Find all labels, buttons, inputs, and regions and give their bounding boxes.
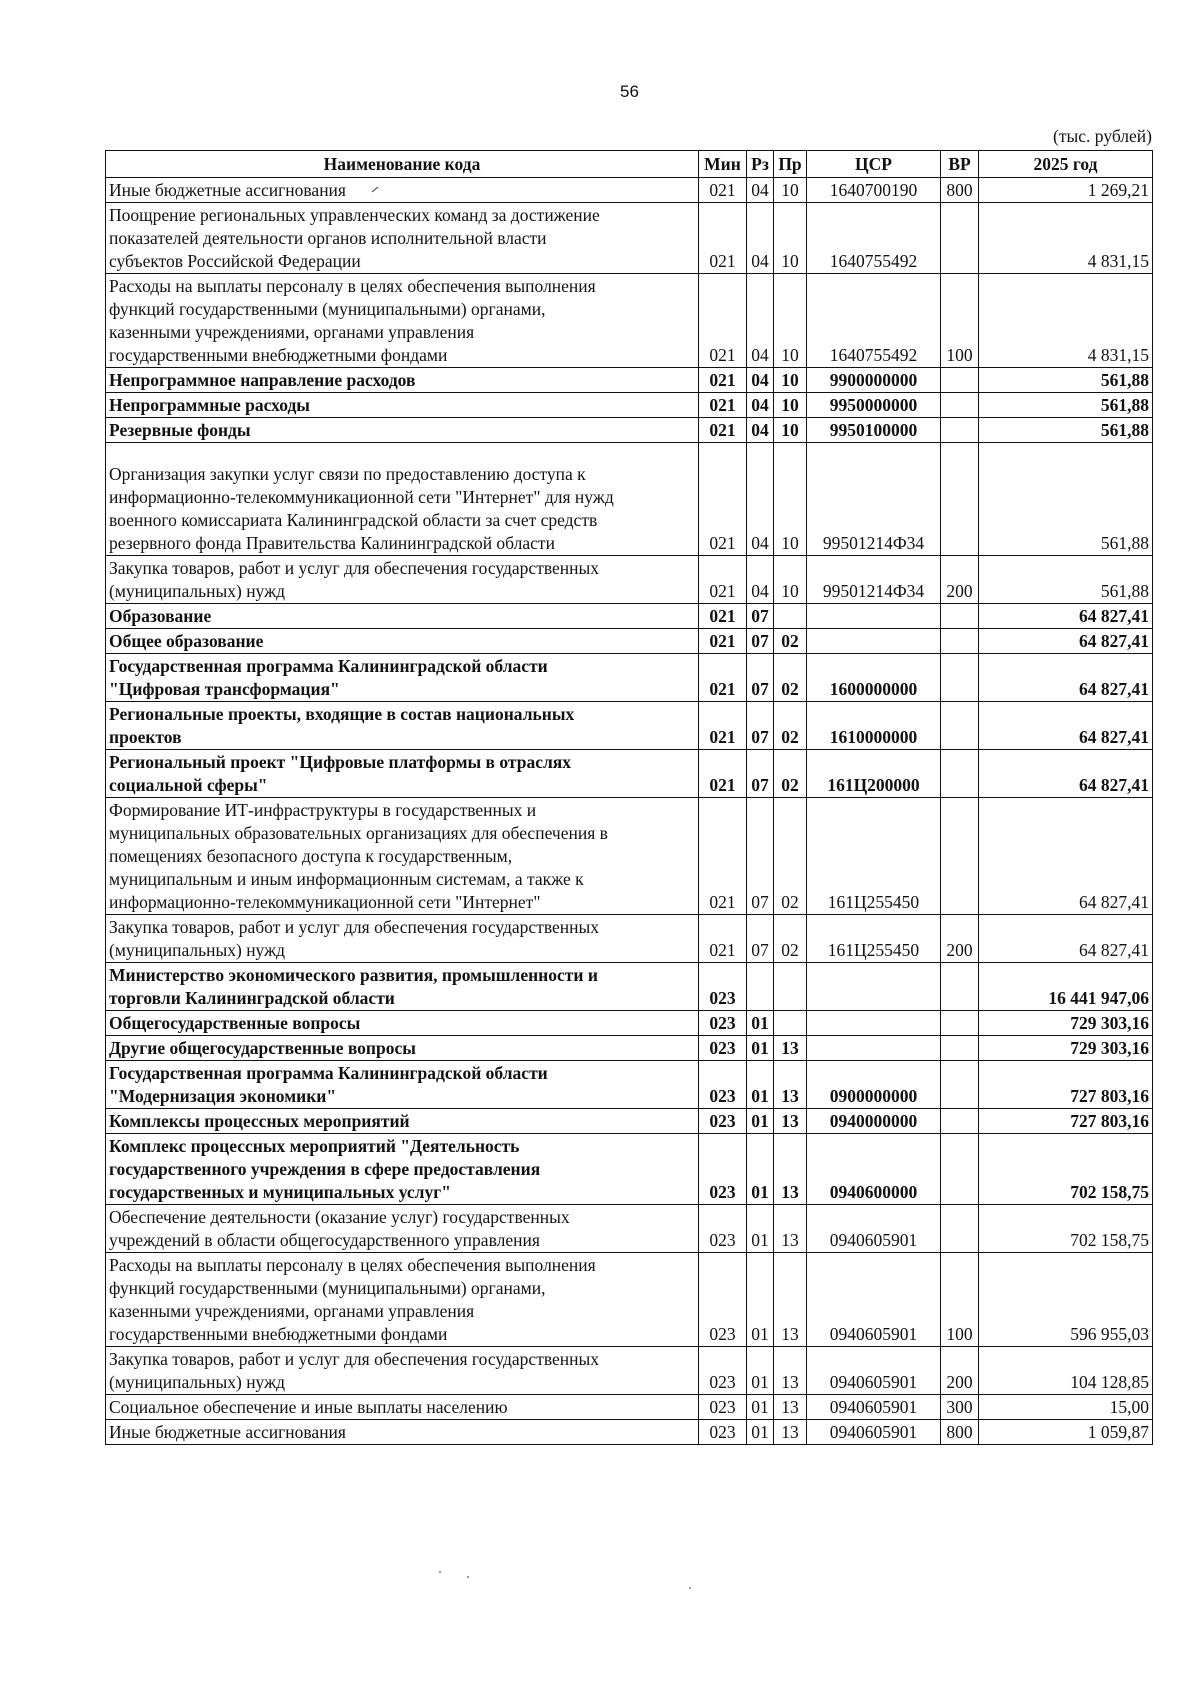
cell-pr: 10: [774, 203, 807, 274]
cell-rz: 04: [747, 178, 774, 203]
cell-vr: [941, 1011, 979, 1036]
cell-vr: [941, 1109, 979, 1134]
cell-min: 021: [699, 274, 747, 368]
cell-csr: 0940605901: [807, 1205, 941, 1253]
cell-rz: 04: [747, 203, 774, 274]
cell-rz: 01: [747, 1395, 774, 1420]
cell-vr: [941, 629, 979, 654]
cell-vr: [941, 654, 979, 702]
cell-amount: 561,88: [979, 443, 1153, 556]
cell-csr: 0940605901: [807, 1395, 941, 1420]
cell-name: Организация закупки услуг связи по предоставлению доступа к информационно-телекоммуникационной сети "Интернет" для нужд военного комиссариата Калининградской области за счет средств резервного фонда Правительства Калининградской области: [106, 443, 699, 556]
cell-csr: 9900000000: [807, 368, 941, 393]
cell-pr: 10: [774, 443, 807, 556]
cell-name: Поощрение региональных управленческих команд за достижение показателей деятельности органов исполнительной власти субъектов Российской Федерации: [106, 203, 699, 274]
cell-amount: 561,88: [979, 418, 1153, 443]
cell-csr: 1610000000: [807, 702, 941, 750]
cell-name: Образование: [106, 604, 699, 629]
cell-rz: 07: [747, 604, 774, 629]
cell-pr: 13: [774, 1253, 807, 1347]
cell-min: 021: [699, 702, 747, 750]
scan-dot: [689, 1587, 691, 1589]
cell-min: 021: [699, 629, 747, 654]
cell-rz: 01: [747, 1036, 774, 1061]
cell-pr: 13: [774, 1036, 807, 1061]
cell-csr: 0940600000: [807, 1134, 941, 1205]
cell-amount: 4 831,15: [979, 203, 1153, 274]
cell-rz: 01: [747, 1109, 774, 1134]
budget-table: [105, 150, 1153, 1445]
cell-rz: 07: [747, 654, 774, 702]
table-row: [106, 1061, 1153, 1109]
cell-amount: 1 059,87: [979, 1420, 1153, 1445]
cell-rz: 01: [747, 1420, 774, 1445]
cell-min: 021: [699, 604, 747, 629]
cell-pr: [774, 1011, 807, 1036]
col-header-rz: Рз: [747, 151, 774, 178]
cell-csr: 1640755492: [807, 203, 941, 274]
cell-rz: 04: [747, 368, 774, 393]
cell-name: Непрограммные расходы: [106, 393, 699, 418]
cell-amount: 64 827,41: [979, 654, 1153, 702]
cell-amount: 561,88: [979, 393, 1153, 418]
cell-amount: 727 803,16: [979, 1109, 1153, 1134]
cell-csr: 1600000000: [807, 654, 941, 702]
cell-name: Иные бюджетные ассигнования: [106, 1420, 699, 1445]
cell-min: 023: [699, 963, 747, 1011]
cell-csr: 161Ц255450: [807, 915, 941, 963]
table-row: [106, 203, 1153, 274]
table-row: [106, 393, 1153, 418]
cell-vr: [941, 1205, 979, 1253]
table-row: [106, 178, 1153, 203]
cell-name: Общее образование: [106, 629, 699, 654]
cell-pr: 02: [774, 629, 807, 654]
cell-csr: 1640700190: [807, 178, 941, 203]
cell-amount: 16 441 947,06: [979, 963, 1153, 1011]
table-row: [106, 1395, 1153, 1420]
cell-vr: [941, 393, 979, 418]
cell-vr: 300: [941, 1395, 979, 1420]
cell-rz: 01: [747, 1061, 774, 1109]
table-row: [106, 654, 1153, 702]
col-header-pr: Пр: [774, 151, 807, 178]
cell-rz: [747, 963, 774, 1011]
cell-csr: 99501214Ф34: [807, 443, 941, 556]
table-row: [106, 1205, 1153, 1253]
cell-pr: 02: [774, 915, 807, 963]
cell-rz: 04: [747, 393, 774, 418]
cell-min: 021: [699, 368, 747, 393]
table-row: [106, 702, 1153, 750]
cell-csr: 161Ц200000: [807, 750, 941, 798]
cell-rz: 01: [747, 1253, 774, 1347]
cell-rz: 07: [747, 750, 774, 798]
cell-amount: 561,88: [979, 368, 1153, 393]
table-row: [106, 1109, 1153, 1134]
table-row: [106, 274, 1153, 368]
cell-csr: 161Ц255450: [807, 798, 941, 915]
cell-vr: 200: [941, 1347, 979, 1395]
cell-vr: 200: [941, 556, 979, 604]
cell-vr: [941, 203, 979, 274]
cell-amount: 702 158,75: [979, 1205, 1153, 1253]
cell-amount: 1 269,21: [979, 178, 1153, 203]
cell-vr: [941, 750, 979, 798]
cell-vr: [941, 418, 979, 443]
cell-pr: 13: [774, 1109, 807, 1134]
cell-min: 023: [699, 1061, 747, 1109]
cell-rz: 04: [747, 443, 774, 556]
cell-amount: 64 827,41: [979, 604, 1153, 629]
cell-pr: 10: [774, 178, 807, 203]
cell-rz: 04: [747, 418, 774, 443]
cell-min: 021: [699, 798, 747, 915]
cell-pr: 02: [774, 702, 807, 750]
cell-name: Комплекс процессных мероприятий "Деятельность государственного учреждения в сфере предоставления государственных и муниципальных услуг": [106, 1134, 699, 1205]
cell-vr: [941, 368, 979, 393]
cell-amount: 727 803,16: [979, 1061, 1153, 1109]
cell-csr: 1640755492: [807, 274, 941, 368]
table-header-row: [106, 151, 1153, 178]
cell-amount: 729 303,16: [979, 1011, 1153, 1036]
cell-pr: 13: [774, 1061, 807, 1109]
cell-amount: 15,00: [979, 1395, 1153, 1420]
cell-name: Региональные проекты, входящие в состав национальных проектов: [106, 702, 699, 750]
cell-rz: 01: [747, 1347, 774, 1395]
cell-csr: [807, 1011, 941, 1036]
col-header-min: Мин: [699, 151, 747, 178]
table-row: [106, 418, 1153, 443]
cell-name: Комплексы процессных мероприятий: [106, 1109, 699, 1134]
cell-pr: [774, 963, 807, 1011]
cell-name: Обеспечение деятельности (оказание услуг) государственных учреждений в области общегосударственного управления: [106, 1205, 699, 1253]
cell-min: 023: [699, 1253, 747, 1347]
cell-name: Государственная программа Калининградской области "Цифровая трансформация": [106, 654, 699, 702]
cell-pr: 13: [774, 1134, 807, 1205]
col-header-amount: 2025 год: [979, 151, 1153, 178]
cell-min: 021: [699, 418, 747, 443]
cell-amount: 104 128,85: [979, 1347, 1153, 1395]
cell-rz: 01: [747, 1011, 774, 1036]
cell-pr: 13: [774, 1395, 807, 1420]
cell-min: 021: [699, 654, 747, 702]
cell-vr: [941, 798, 979, 915]
cell-csr: [807, 963, 941, 1011]
table-row: [106, 1420, 1153, 1445]
cell-pr: 10: [774, 274, 807, 368]
table-row: [106, 629, 1153, 654]
cell-amount: 596 955,03: [979, 1253, 1153, 1347]
cell-csr: 0940000000: [807, 1109, 941, 1134]
col-header-name: Наименование кода: [106, 151, 699, 178]
cell-vr: [941, 1061, 979, 1109]
table-row: [106, 604, 1153, 629]
cell-vr: 800: [941, 1420, 979, 1445]
cell-csr: [807, 1036, 941, 1061]
cell-rz: 07: [747, 702, 774, 750]
scan-dot: [467, 1576, 469, 1578]
cell-min: 021: [699, 556, 747, 604]
cell-min: 021: [699, 393, 747, 418]
cell-pr: 13: [774, 1420, 807, 1445]
cell-name: Общегосударственные вопросы: [106, 1011, 699, 1036]
cell-csr: 0940605901: [807, 1347, 941, 1395]
cell-amount: 64 827,41: [979, 750, 1153, 798]
cell-name: Другие общегосударственные вопросы: [106, 1036, 699, 1061]
table-row: [106, 368, 1153, 393]
cell-csr: 9950100000: [807, 418, 941, 443]
cell-vr: 200: [941, 915, 979, 963]
cell-amount: 561,88: [979, 556, 1153, 604]
cell-amount: 702 158,75: [979, 1134, 1153, 1205]
cell-min: 021: [699, 915, 747, 963]
cell-pr: [774, 604, 807, 629]
cell-rz: 01: [747, 1205, 774, 1253]
cell-min: 023: [699, 1347, 747, 1395]
cell-min: 023: [699, 1134, 747, 1205]
cell-pr: 02: [774, 750, 807, 798]
cell-min: 021: [699, 443, 747, 556]
cell-pr: 10: [774, 393, 807, 418]
cell-amount: 729 303,16: [979, 1036, 1153, 1061]
cell-vr: 100: [941, 274, 979, 368]
cell-amount: 64 827,41: [979, 702, 1153, 750]
cell-rz: 07: [747, 629, 774, 654]
cell-name: Министерство экономического развития, промышленности и торговли Калининградской области: [106, 963, 699, 1011]
cell-rz: 04: [747, 556, 774, 604]
table-row: [106, 963, 1153, 1011]
cell-name: Закупка товаров, работ и услуг для обеспечения государственных (муниципальных) нужд: [106, 915, 699, 963]
cell-name: Резервные фонды: [106, 418, 699, 443]
table-row: [106, 1011, 1153, 1036]
cell-min: 023: [699, 1205, 747, 1253]
table-row: [106, 1134, 1153, 1205]
cell-vr: [941, 443, 979, 556]
page-number: 56: [620, 82, 639, 101]
cell-pr: 10: [774, 556, 807, 604]
cell-pr: 10: [774, 418, 807, 443]
cell-pr: 13: [774, 1205, 807, 1253]
cell-name: Формирование ИТ-инфраструктуры в государственных и муниципальных образовательных организациях для обеспечения в помещениях безопасного доступа к государственным, муниципальным и иным информационным системам, а также к информационно-телекоммуникационной сети "Интернет": [106, 798, 699, 915]
units-label: (тыс. рублей): [1053, 126, 1152, 146]
table-row: [106, 1036, 1153, 1061]
table-row: [106, 798, 1153, 915]
table-row: [106, 556, 1153, 604]
cell-csr: 0900000000: [807, 1061, 941, 1109]
cell-min: 023: [699, 1420, 747, 1445]
cell-csr: 99501214Ф34: [807, 556, 941, 604]
cell-min: 021: [699, 178, 747, 203]
cell-name: Расходы на выплаты персоналу в целях обеспечения выполнения функций государственными (муниципальными) органами, казенными учреждениями, органами управления государственными внебюджетными фондами: [106, 1253, 699, 1347]
table-body: [106, 178, 1153, 1445]
cell-pr: 02: [774, 654, 807, 702]
table-row: [106, 443, 1153, 556]
scan-dot: [439, 1571, 441, 1573]
cell-name: Расходы на выплаты персоналу в целях обеспечения выполнения функций государственными (муниципальными) органами, казенными учреждениями, органами управления государственными внебюджетными фондами: [106, 274, 699, 368]
cell-pr: 13: [774, 1347, 807, 1395]
cell-amount: 64 827,41: [979, 915, 1153, 963]
cell-min: 023: [699, 1011, 747, 1036]
cell-csr: 0940605901: [807, 1253, 941, 1347]
cell-name: Региональный проект "Цифровые платформы в отраслях социальной сферы": [106, 750, 699, 798]
cell-vr: 100: [941, 1253, 979, 1347]
cell-vr: [941, 963, 979, 1011]
cell-amount: 64 827,41: [979, 798, 1153, 915]
cell-min: 023: [699, 1109, 747, 1134]
cell-csr: 0940605901: [807, 1420, 941, 1445]
cell-name: Закупка товаров, работ и услуг для обеспечения государственных (муниципальных) нужд: [106, 1347, 699, 1395]
cell-rz: 07: [747, 915, 774, 963]
cell-amount: 4 831,15: [979, 274, 1153, 368]
cell-name: Социальное обеспечение и иные выплаты населению: [106, 1395, 699, 1420]
cell-vr: 800: [941, 178, 979, 203]
cell-vr: [941, 604, 979, 629]
cell-min: 023: [699, 1395, 747, 1420]
cell-min: 023: [699, 1036, 747, 1061]
cell-min: 021: [699, 750, 747, 798]
cell-csr: [807, 604, 941, 629]
cell-vr: [941, 1036, 979, 1061]
table-row: [106, 750, 1153, 798]
cell-pr: 10: [774, 368, 807, 393]
cell-rz: 07: [747, 798, 774, 915]
table-row: [106, 1347, 1153, 1395]
table-row: [106, 1253, 1153, 1347]
cell-min: 021: [699, 203, 747, 274]
cell-name: Государственная программа Калининградской области "Модернизация экономики": [106, 1061, 699, 1109]
cell-name: Иные бюджетные ассигнования: [106, 178, 699, 203]
cell-vr: [941, 702, 979, 750]
cell-vr: [941, 1134, 979, 1205]
col-header-csr: ЦСР: [807, 151, 941, 178]
table-row: [106, 915, 1153, 963]
cell-pr: 02: [774, 798, 807, 915]
cell-name: Непрограммное направление расходов: [106, 368, 699, 393]
cell-rz: 04: [747, 274, 774, 368]
cell-csr: [807, 629, 941, 654]
cell-csr: 9950000000: [807, 393, 941, 418]
cell-name: Закупка товаров, работ и услуг для обеспечения государственных (муниципальных) нужд: [106, 556, 699, 604]
cell-rz: 01: [747, 1134, 774, 1205]
col-header-vr: ВР: [941, 151, 979, 178]
cell-amount: 64 827,41: [979, 629, 1153, 654]
